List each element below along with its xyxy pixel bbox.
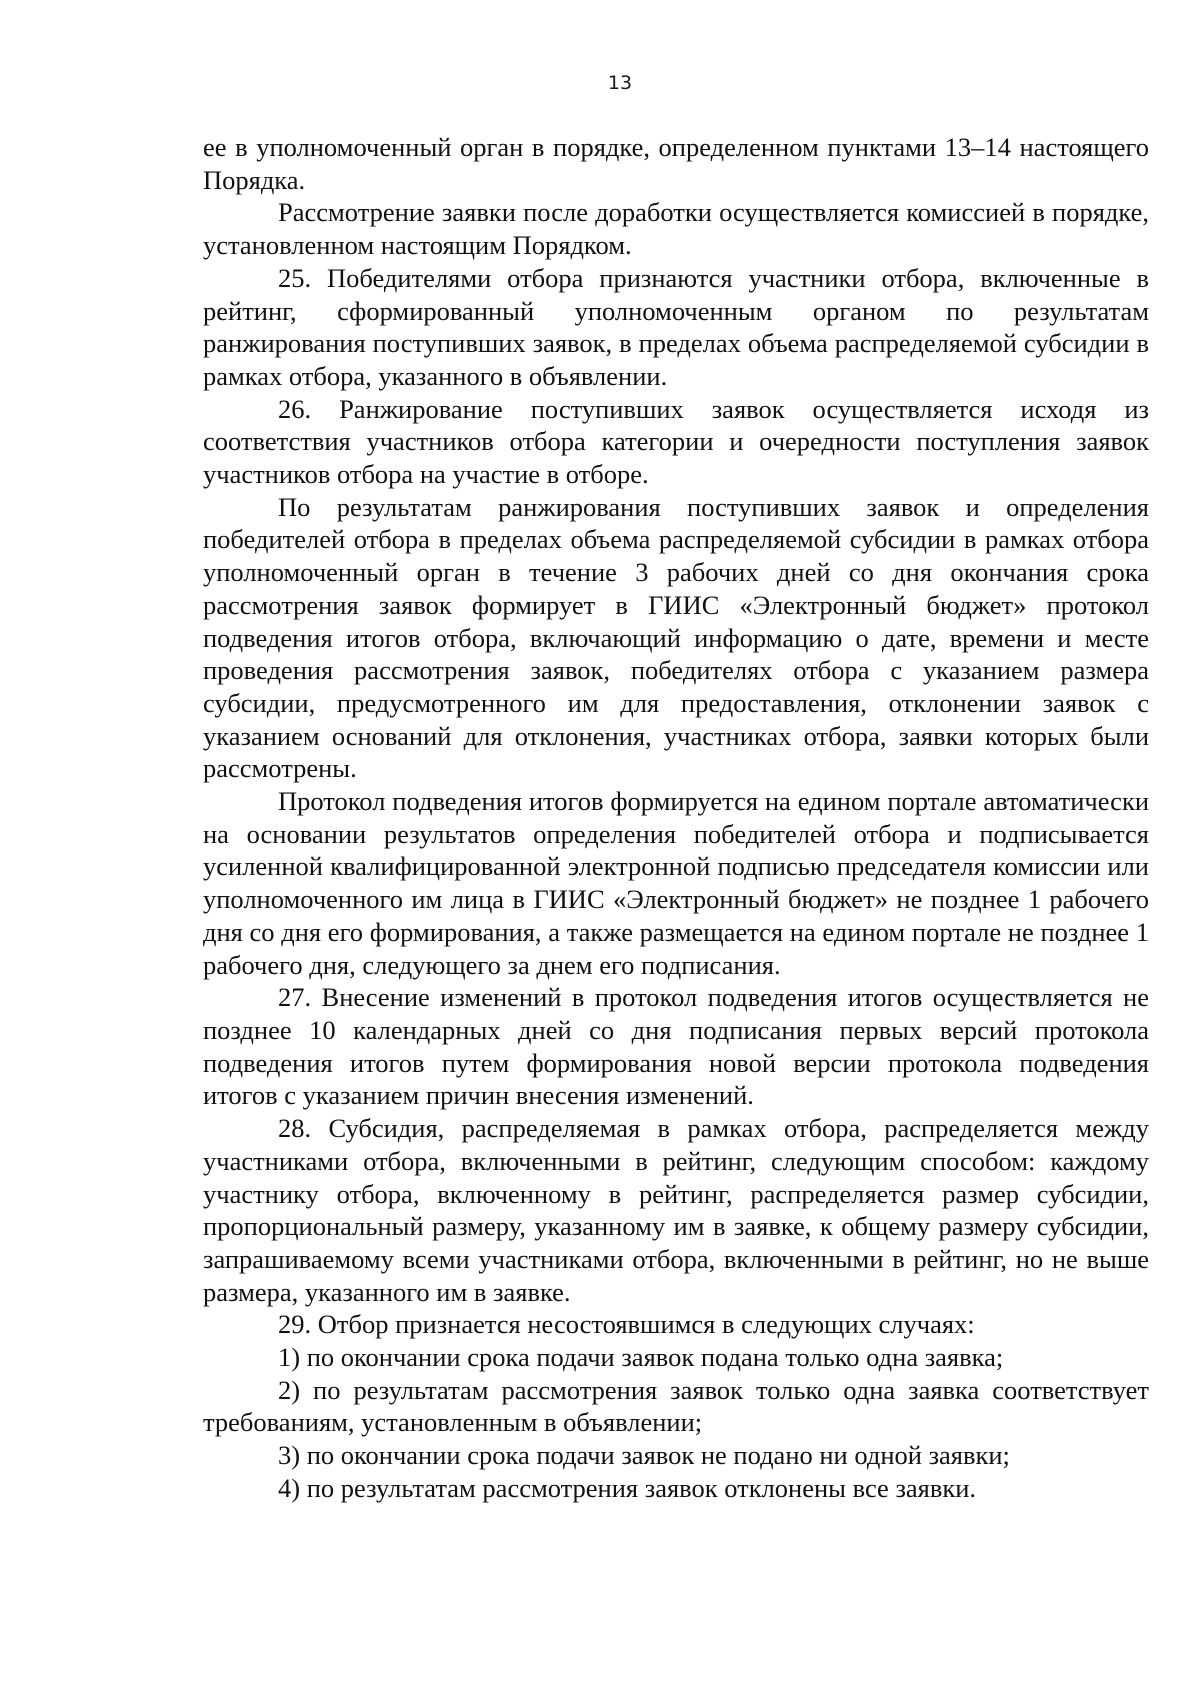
paragraph-item-27: 27. Внесение изменений в протокол подведения итогов осуществляется не позднее 10 календарных дней со дня подписания первых версий протокола подведения итогов путем формирования новой версии протокола подведения итогов с указанием причин внесения изменений.	[203, 982, 1149, 1111]
paragraph: По результатам ранжирования поступивших заявок и определения победителей отбора в пределах объема распределяемой субсидии в рамках отбора уполномоченный орган в течение 3 рабочих дней со дня окончания срока рассмотрения заявок формирует в ГИИС «Электронный бюджет» протокол подведения итогов отбора, включающий информацию о дате, времени и месте проведения рассмотрения заявок, победителях отбора с указанием размера субсидии, предусмотренного им для предоставления, отклонении заявок с указанием оснований для отклонения, участниках отбора, заявки которых были рассмотрены.	[203, 491, 1149, 784]
paragraph: Рассмотрение заявки после доработки осуществляется комиссией в порядке, установленном настоящим Порядком.	[203, 197, 1149, 261]
page-number: 13	[607, 72, 633, 94]
document-body	[203, 131, 1149, 1505]
paragraph-item-28: 28. Субсидия, распределяемая в рамках отбора, распределяется между участниками отбора, включенными в рейтинг, следующим способом: каждому участнику отбора, включенному в рейтинг, распределяется размер субсидии, пропорциональный размеру, указанному им в заявке, к общему размеру субсидии, запрашиваемому всеми участниками отбора, включенными в рейтинг, но не выше размера, указанного им в заявке.	[203, 1113, 1149, 1307]
list-item: 4) по результатам рассмотрения заявок отклонены все заявки.	[278, 1472, 977, 1503]
list-item: 1) по окончании срока подачи заявок подана только одна заявка;	[278, 1342, 1004, 1373]
paragraph: Протокол подведения итогов формируется на едином портале автоматически на основании результатов определения победителей отбора и подписывается усиленной квалифицированной электронной подписью председателя комиссии или уполномоченного им лица в ГИИС «Электронный бюджет» не позднее 1 рабочего дня со дня его формирования, а также размещается на едином портале не позднее 1 рабочего дня, следующего за днем его подписания.	[203, 786, 1149, 980]
paragraph-item-26: 26. Ранжирование поступивших заявок осуществляется исходя из соответствия участников отбора категории и очередности поступления заявок участников отбора на участие в отборе.	[203, 393, 1149, 490]
list-item: 3) по окончании срока подачи заявок не подано ни одной заявки;	[278, 1440, 1010, 1471]
list-item: 2) по результатам рассмотрения заявок только одна заявка соответствует требованиям, установленным в объявлении;	[203, 1374, 1149, 1438]
paragraph-continuation: ее в уполномоченный орган в порядке, определенном пунктами 13–14 настоящего Порядка.	[203, 132, 1149, 195]
paragraph-item-29: 29. Отбор признается несостоявшимся в следующих случаях:	[278, 1309, 975, 1340]
paragraph-item-25: 25. Победителями отбора признаются участники отбора, включенные в рейтинг, сформированный уполномоченным органом по результатам ранжирования поступивших заявок, в пределах объема распределяемой субсидии в рамках отбора, указанного в объявлении.	[203, 262, 1149, 391]
